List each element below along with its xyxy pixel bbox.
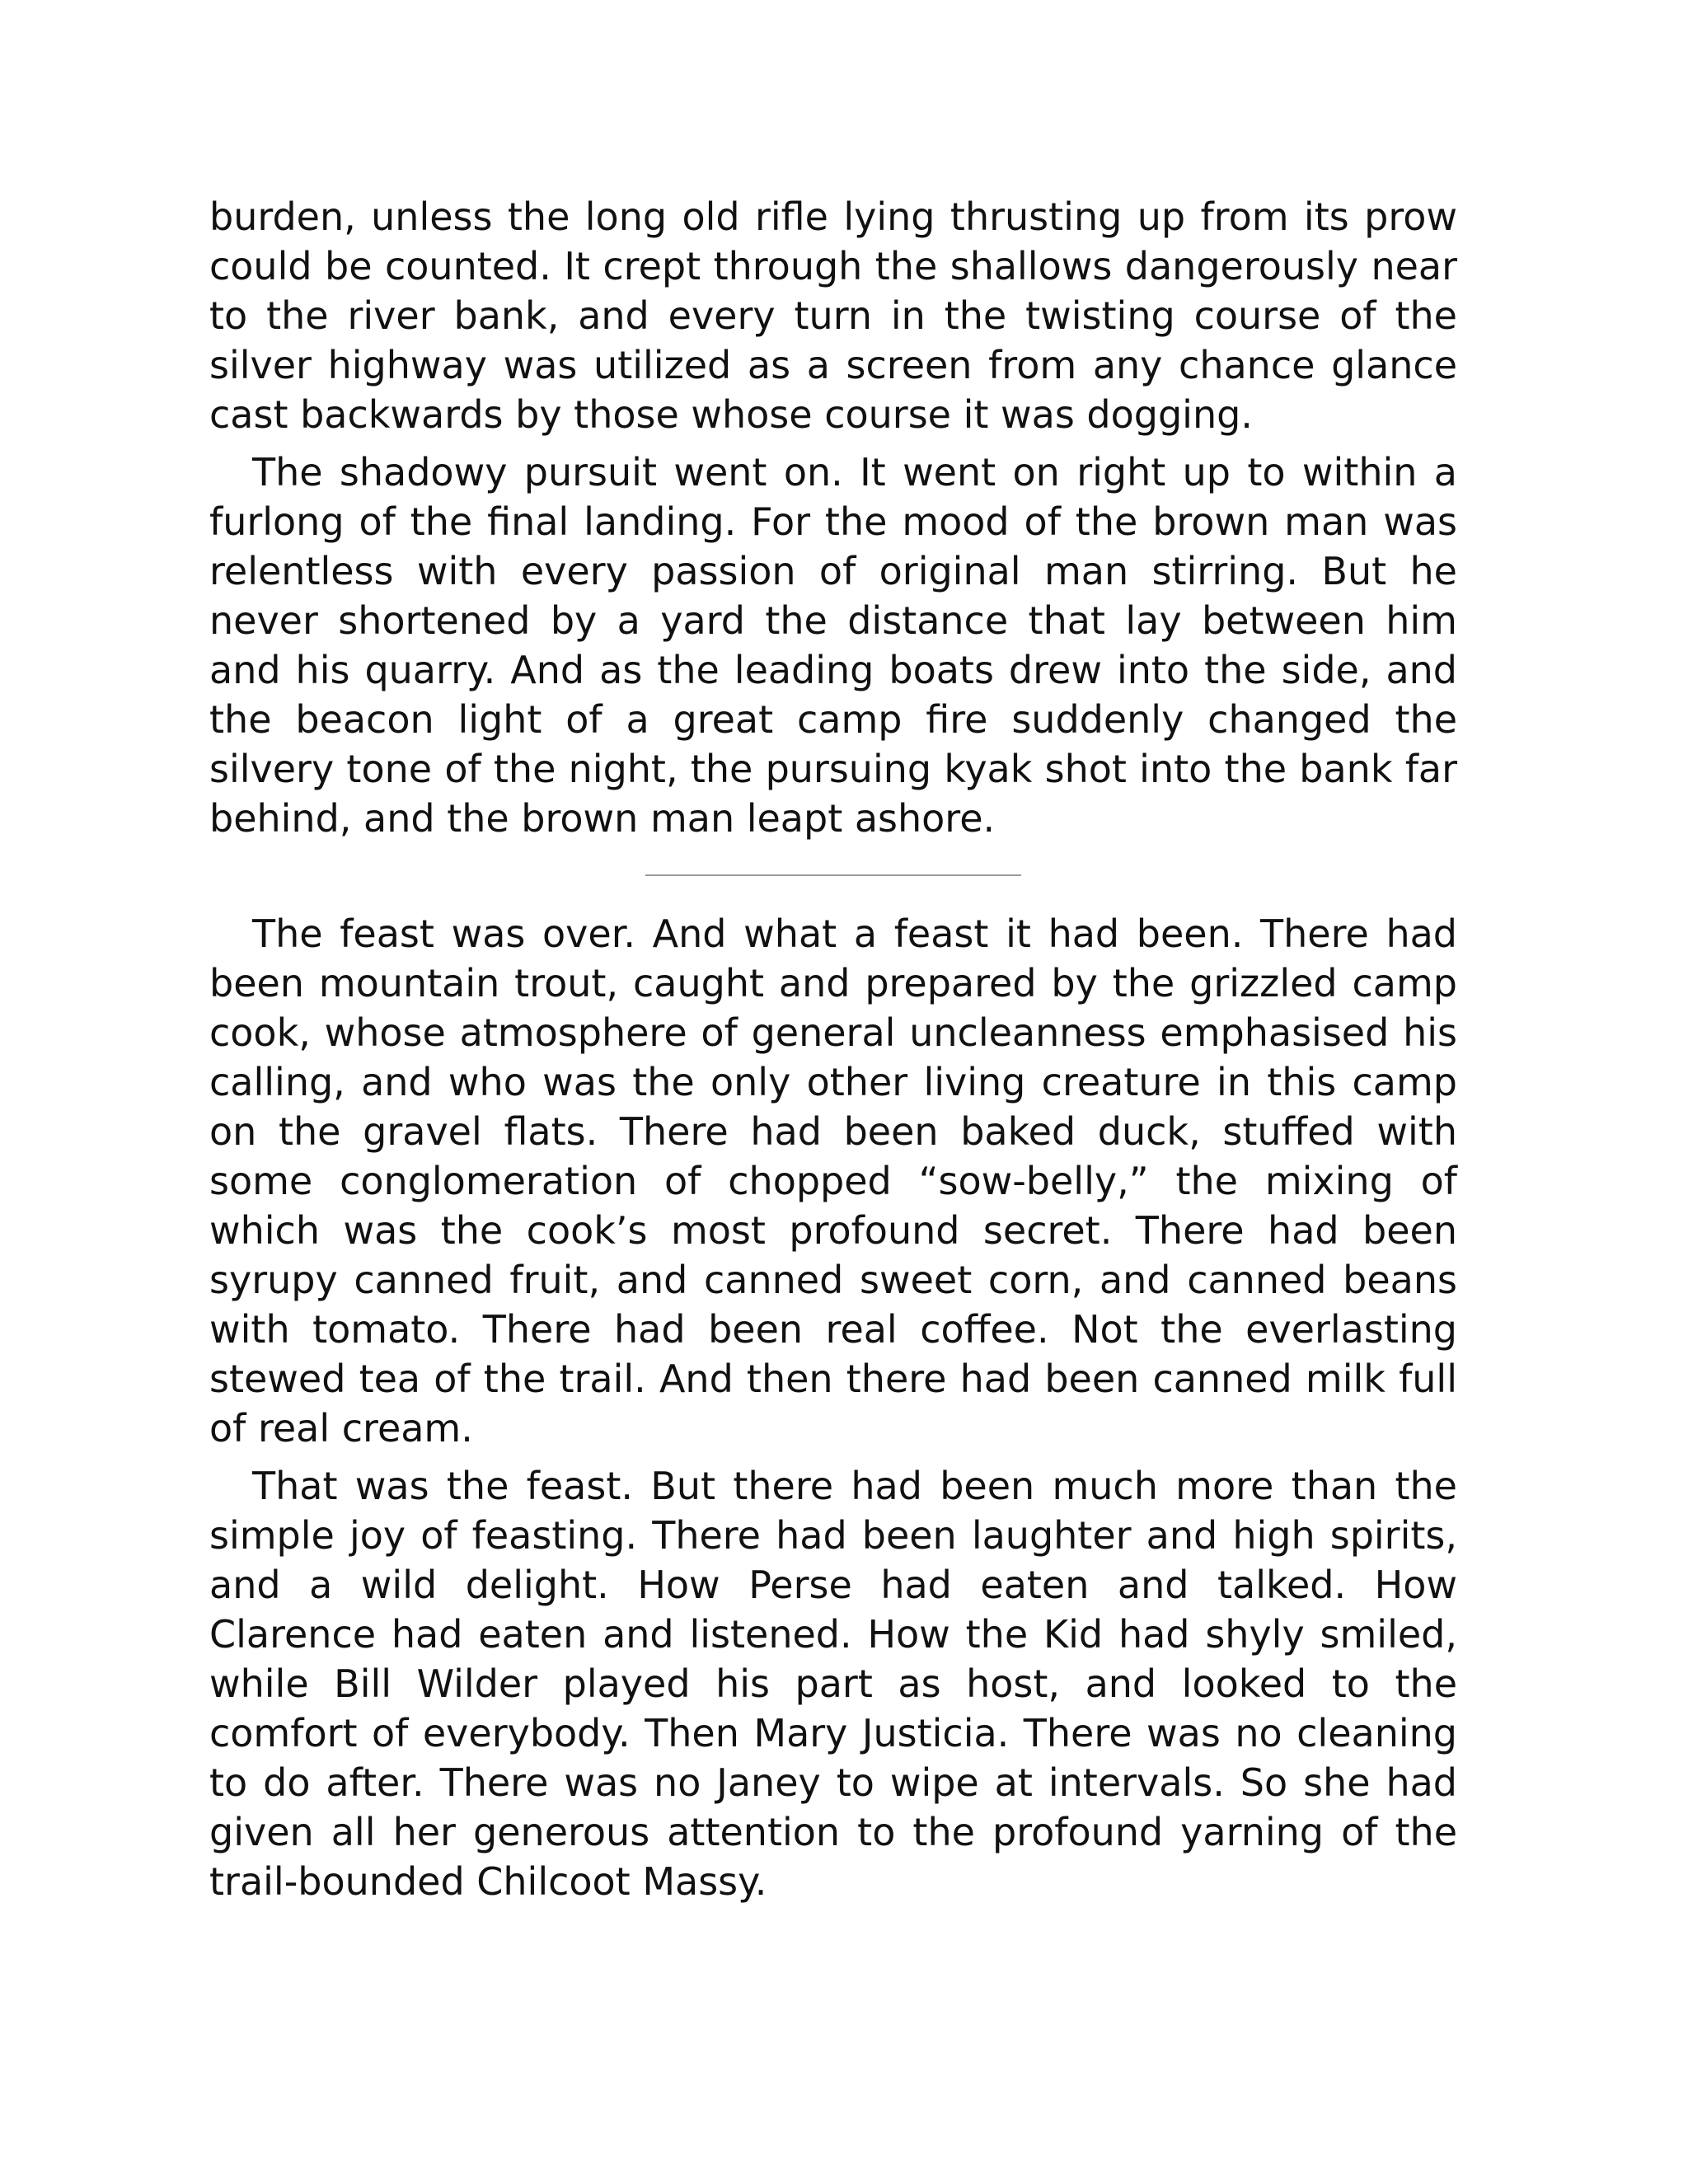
- page-body: [209, 192, 1457, 1915]
- paragraph-3: The feast was over. And what a feast it had been. There had been mountain trout, caught and prepared by the grizzled camp cook, whose atmosphere of general uncleanness emphasised his calling, and who was the only other living creature in this camp on the gravel flats. There had been baked duck, stuffed with some conglomeration of chopped “sow-belly,” the mixing of which was the cook’s most profound secret. There had been syrupy canned fruit, and canned sweet corn, and canned beans with tomato. There had been real coffee. Not the everlasting stewed tea of the trail. And then there had been canned milk full of real cream.: [209, 912, 1457, 1451]
- paragraph-1: burden, unless the long old rifle lying thrusting up from its prow could be counted. It crept through the shallows dangerously near to the river bank, and every turn in the twisting course of the silver highway was utilized as a screen from any chance glance cast backwards by those whose course it was dogging.: [209, 194, 1457, 437]
- section-separator: [645, 874, 1021, 876]
- paragraph-4: That was the feast. But there had been much more than the simple joy of feasting. There had been laughter and high spirits, and a wild delight. How Perse had eaten and talked. How Clarence had eaten and listened. How the Kid had shyly smiled, while Bill Wilder played his part as host, and looked to the comfort of everybody. Then Mary Justicia. There was no cleaning to do after. There was no Janey to wipe at intervals. So she had given all her generous attention to the profound yarning of the trail-bounded Chilcoot Massy.: [209, 1464, 1457, 1904]
- paragraph-2: The shadowy pursuit went on. It went on right up to within a furlong of the final landing. For the mood of the brown man was relentless with every passion of original man stirring. But he never shortened by a yard the distance that lay between him and his quarry. And as the leading boats drew into the side, and the beacon light of a great camp fire suddenly changed the silvery tone of the night, the pursuing kyak shot into the bank far behind, and the brown man leapt ashore.: [209, 450, 1457, 841]
